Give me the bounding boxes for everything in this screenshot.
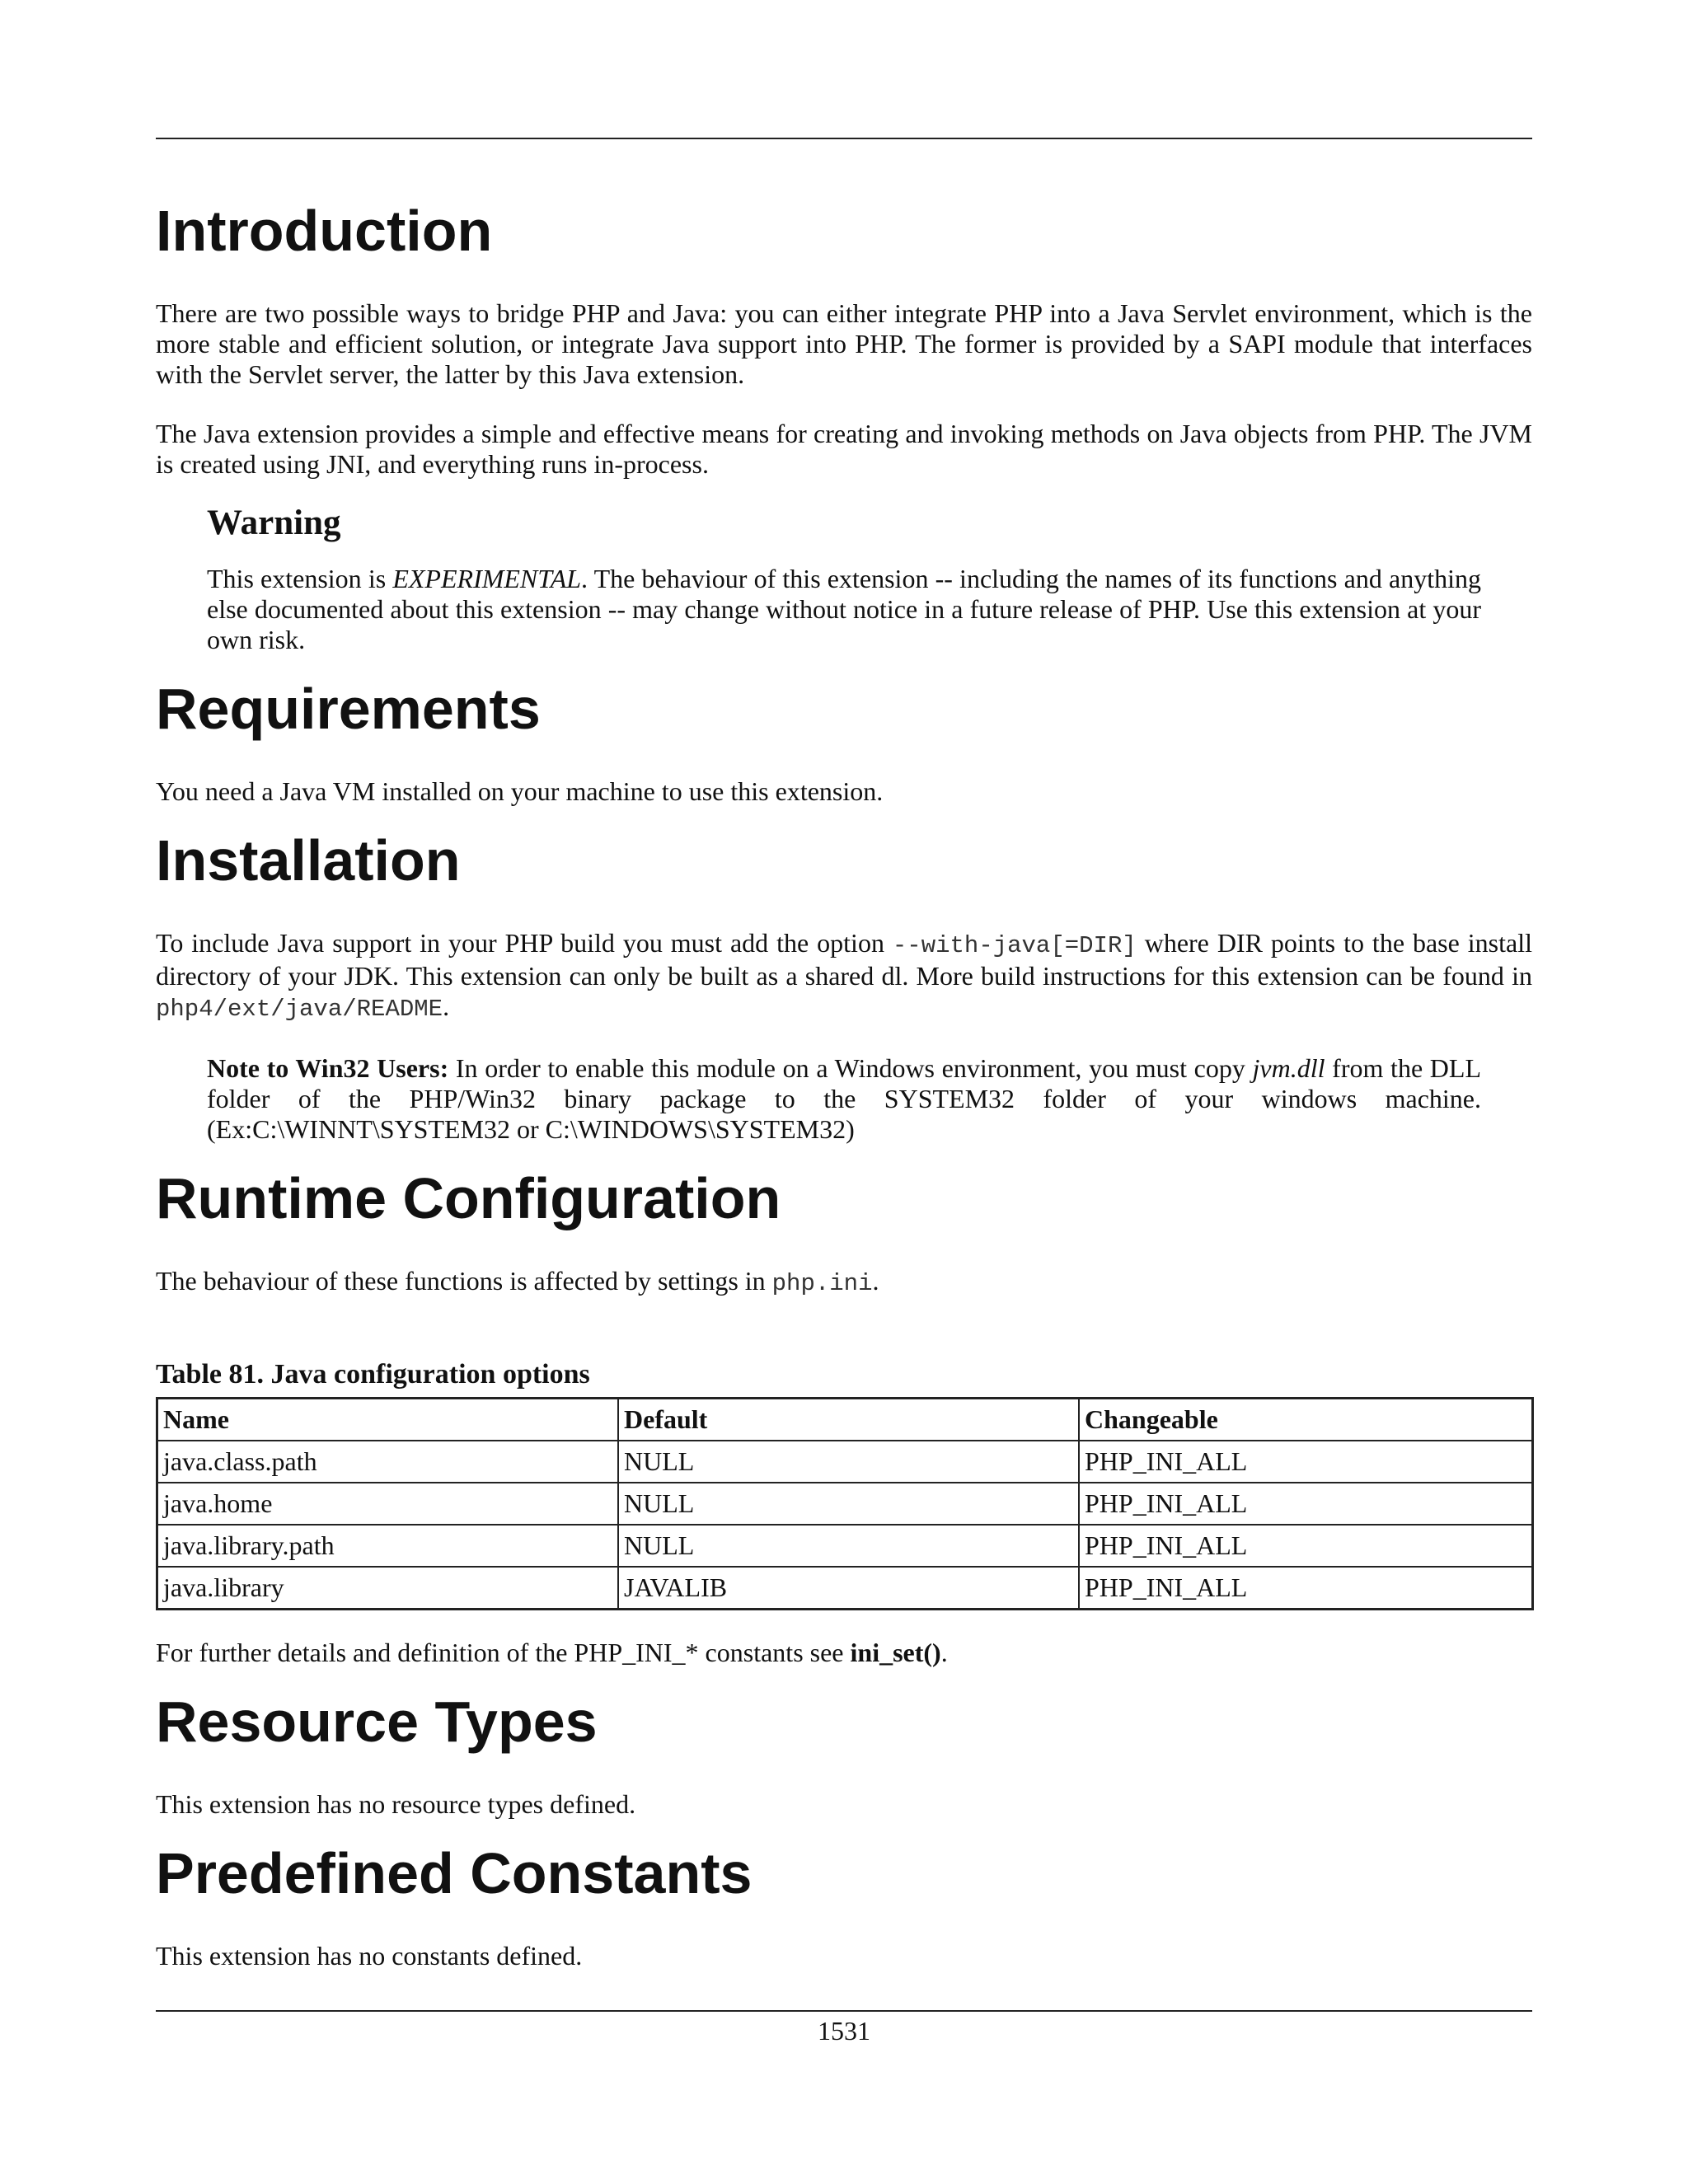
intro-paragraph-2: The Java extension provides a simple and effective means for creating and invoking methods on Java objects from PHP. The JVM is created using JNI, and everything runs in-process.	[156, 419, 1532, 479]
cell-changeable: PHP_INI_ALL	[1079, 1441, 1533, 1483]
note-text-1: In order to enable this module on a Windows environment, you must copy	[448, 1053, 1253, 1083]
cell-name: java.class.path	[157, 1441, 619, 1483]
cell-default: JAVALIB	[618, 1567, 1079, 1610]
warning-text-end: . The behaviour of this extension -- including the names of its functions and anything else documented about this extension -- may change without notice in a future release of PHP. Use this extension at your own risk.	[207, 564, 1482, 654]
header-rule	[156, 138, 1532, 139]
installation-text-2: where DIR points to the base install directory of your JDK. This extension can only be built as a shared dl. More build instructions for this extension can be found in	[156, 928, 1533, 991]
heading-installation: Installation	[156, 828, 461, 893]
cell-name: java.library.path	[157, 1525, 619, 1567]
win32-note	[207, 1053, 1481, 1145]
column-header-changeable: Changeable	[1079, 1399, 1533, 1441]
column-header-name: Name	[157, 1399, 619, 1441]
cell-name: java.home	[157, 1483, 619, 1525]
table-row	[157, 1441, 1533, 1483]
page-number: 1531	[818, 2016, 870, 2046]
cell-changeable: PHP_INI_ALL	[1079, 1525, 1533, 1567]
table-caption: Table 81. Java configuration options	[156, 1359, 590, 1390]
requirements-paragraph: You need a Java VM installed on your machine to use this extension.	[156, 776, 884, 806]
note-text-2: from the DLL folder of the PHP/Win32 binary package to the SYSTEM32 folder of your windows machine. (Ex:C:\WINNT\SYSTEM32 or C:\WINDOWS\SYSTEM32)	[207, 1053, 1482, 1144]
installation-paragraph	[156, 928, 1532, 1024]
configure-option-code: --with-java[=DIR]	[892, 932, 1137, 959]
table-row	[157, 1525, 1533, 1567]
cell-changeable: PHP_INI_ALL	[1079, 1483, 1533, 1525]
heading-requirements: Requirements	[156, 677, 541, 741]
footer-rule	[156, 2010, 1532, 2012]
heading-resource-types: Resource Types	[156, 1690, 598, 1754]
warning-text	[207, 564, 1481, 655]
warning-emphasis: EXPERIMENTAL	[392, 564, 582, 593]
ini-set-link[interactable]: ini_set()	[850, 1638, 941, 1667]
runtime-text-1: The behaviour of these functions is affected by settings in	[156, 1266, 772, 1296]
further-end: .	[940, 1638, 948, 1667]
table-row	[157, 1567, 1533, 1610]
warning-title: Warning	[207, 504, 341, 542]
column-header-default: Default	[618, 1399, 1079, 1441]
config-options-table	[156, 1397, 1534, 1610]
note-dll-name: jvm.dll	[1252, 1053, 1325, 1083]
resource-types-paragraph: This extension has no resource types defined.	[156, 1789, 636, 1819]
page-content	[156, 198, 1532, 1971]
installation-text-1: To include Java support in your PHP build you must add the option	[156, 928, 893, 958]
runtime-paragraph	[156, 1266, 1532, 1299]
heading-predefined-constants: Predefined Constants	[156, 1841, 753, 1905]
cell-default: NULL	[618, 1441, 1079, 1483]
note-label: Note to Win32 Users:	[207, 1053, 449, 1083]
cell-default: NULL	[618, 1483, 1079, 1525]
further-details-paragraph	[156, 1638, 1532, 1668]
warning-text-start: This extension is	[207, 564, 393, 593]
table-row	[157, 1483, 1533, 1525]
heading-introduction: Introduction	[156, 199, 493, 263]
runtime-text-2: .	[872, 1266, 879, 1296]
cell-changeable: PHP_INI_ALL	[1079, 1567, 1533, 1610]
cell-default: NULL	[618, 1525, 1079, 1567]
php-ini-code: php.ini	[771, 1270, 873, 1297]
heading-runtime-configuration: Runtime Configuration	[156, 1166, 781, 1230]
further-text: For further details and definition of the PHP_INI_* constants see	[156, 1638, 851, 1667]
readme-path-code: php4/ext/java/README	[156, 996, 443, 1023]
intro-paragraph-1: There are two possible ways to bridge PHP and Java: you can either integrate PHP into a Java Servlet environment, which is the more stable and efficient solution, or integrate Java support into PHP. The former is provided by a SAPI module that interfaces with the Servlet server, the latter by this Java extension.	[156, 298, 1532, 389]
cell-name: java.library	[157, 1567, 619, 1610]
installation-text-3: .	[443, 991, 450, 1021]
table-header-row	[157, 1399, 1533, 1441]
constants-paragraph: This extension has no constants defined.	[156, 1941, 583, 1971]
